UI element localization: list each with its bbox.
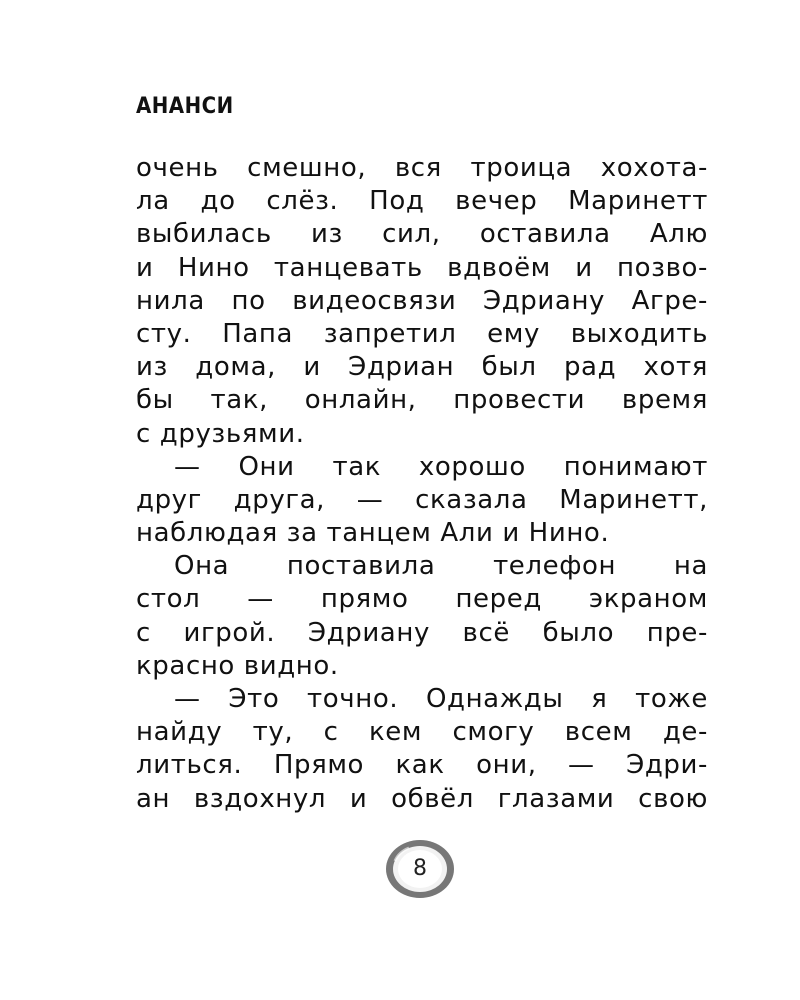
text-line: выбилась из сил, оставила Алю [136, 219, 708, 250]
text-line: сту. Папа запретил ему выходить [136, 318, 708, 349]
page-number-badge [385, 839, 455, 899]
text-line: красно видно. [136, 650, 339, 681]
body-text [136, 152, 708, 816]
text-line: бы так, онлайн, провести время [136, 385, 708, 416]
text-line: друг друга, — сказала Маринетт, [136, 484, 708, 515]
running-title: АНАНСИ [136, 94, 234, 119]
text-line: литься. Прямо как они, — Эдри- [136, 750, 708, 781]
text-line: ан вздохнул и обвёл глазами свою [136, 783, 708, 814]
text-line: очень смешно, вся троица хохота- [136, 153, 708, 183]
text-line: наблюдая за танцем Али и Нино. [136, 518, 610, 549]
text-line: из дома, и Эдриан был рад хотя [136, 352, 708, 383]
text-line: — Это точно. Однажды я тоже [174, 684, 708, 714]
text-line: — Они так хорошо понимают [174, 451, 708, 482]
text-line: ла до слёз. Под вечер Маринетт [136, 186, 708, 217]
text-line: нила по видеосвязи Эдриану Агре- [136, 285, 708, 316]
text-line: с друзьями. [136, 418, 305, 449]
text-line: и Нино танцевать вдвоём и позво- [136, 252, 708, 283]
text-line: с игрой. Эдриану всё было пре- [136, 617, 708, 648]
text-line: стол — прямо перед экраном [136, 584, 708, 615]
page-number: 8 [413, 856, 427, 881]
text-line: найду ту, с кем смогу всем де- [136, 717, 708, 748]
text-line: Она поставила телефон на [174, 551, 708, 582]
